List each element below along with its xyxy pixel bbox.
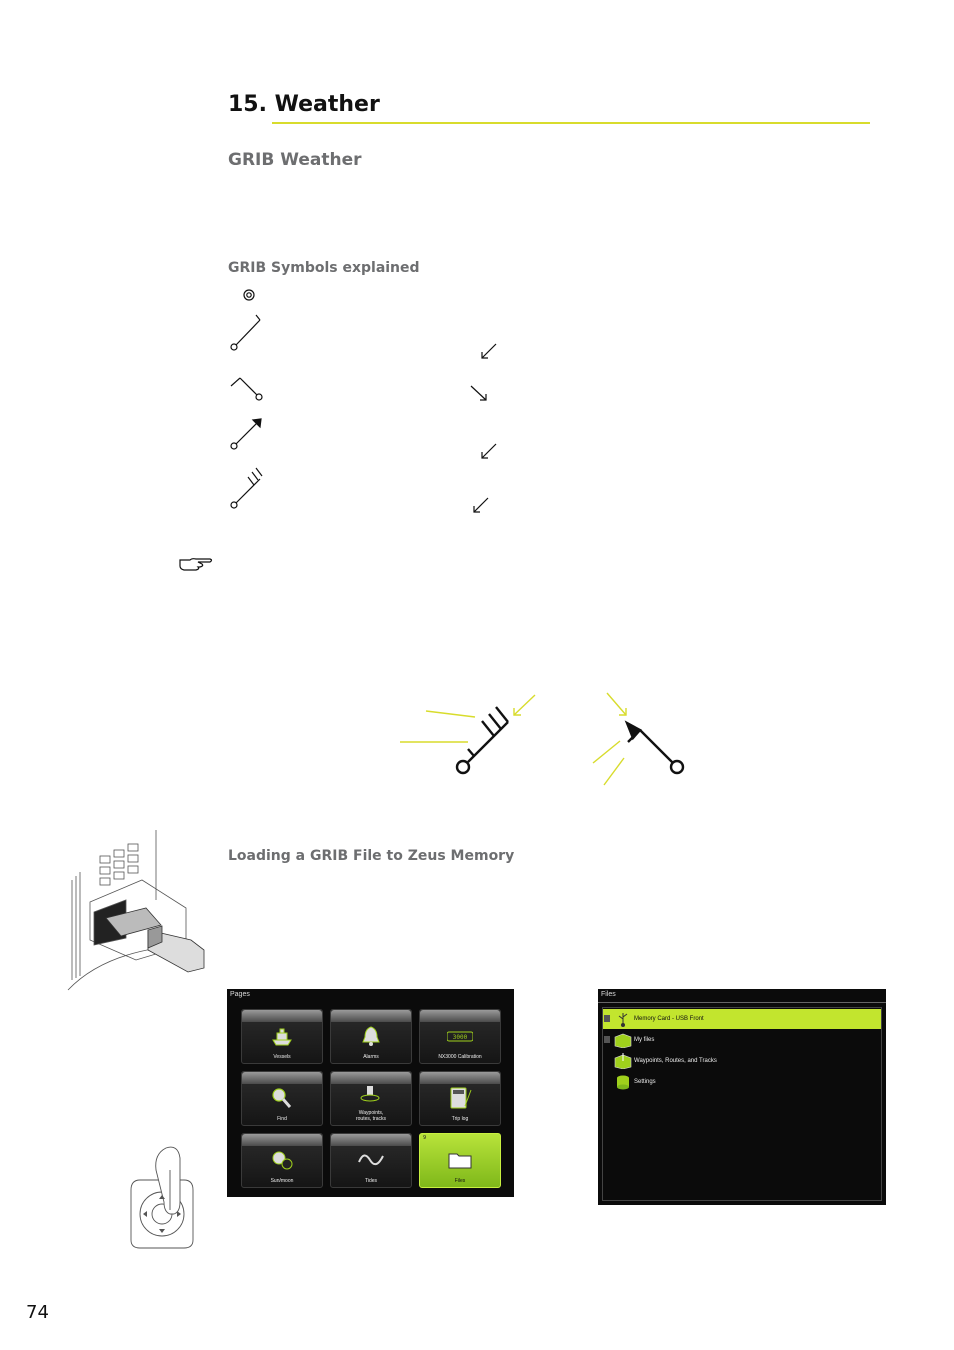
arrow-se-icon (471, 386, 486, 400)
hand-pressing-keypad-illustration (126, 1140, 198, 1252)
tile-files[interactable]: 9 Files (419, 1133, 501, 1188)
box-icon (614, 1032, 632, 1048)
wind-symbol-50kt-icon (231, 419, 261, 449)
magnifier-icon (269, 1086, 295, 1110)
ship-icon (269, 1024, 295, 1048)
note-pointing-hand-icon (178, 556, 214, 574)
pages-screen (227, 989, 514, 1197)
pages-screen-title: Pages (230, 991, 250, 998)
files-item-memory-card[interactable]: Memory Card - USB Front (602, 1009, 882, 1029)
tile-sun-moon[interactable]: Sun/moon (241, 1133, 323, 1188)
grib-symbols-figure (220, 280, 520, 530)
box-flag-icon (614, 1053, 632, 1069)
svg-text:3000: 3000 (452, 1034, 468, 1041)
tile-alarms[interactable]: Alarms (330, 1009, 412, 1064)
calibration-icon (447, 1024, 473, 1048)
tile-tides[interactable]: Tides (330, 1133, 412, 1188)
usb-port-device-illustration (66, 830, 211, 995)
tile-trip-log[interactable]: Trip log (419, 1071, 501, 1126)
files-item-settings[interactable]: Settings (602, 1072, 882, 1092)
files-screen-title: Files (601, 991, 616, 998)
tile-waypoints-routes-tracks[interactable]: Waypoints, routes, tracks (330, 1071, 412, 1126)
disk-icon (614, 1074, 632, 1090)
tile-files-badge: 9 (423, 1135, 427, 1141)
tile-nx3000-calibration[interactable]: 3000 NX3000 Calibration (419, 1009, 501, 1064)
chapter-title: 15. Weather (228, 92, 380, 117)
tile-vessels[interactable]: Vessels (241, 1009, 323, 1064)
arrow-sw-1-icon (482, 344, 496, 358)
subsection-loading-title: Loading a GRIB File to Zeus Memory (228, 848, 515, 864)
section-title: GRIB Weather (228, 150, 362, 170)
wind-symbol-30kt-icon (231, 468, 262, 508)
sun-moon-icon (269, 1148, 295, 1172)
wave-icon (358, 1148, 384, 1172)
folder-icon (447, 1148, 473, 1172)
calm-symbol-icon (244, 290, 254, 300)
files-screen (598, 989, 886, 1205)
files-item-waypoints-routes-tracks[interactable]: Waypoints, Routes, and Tracks (602, 1051, 882, 1071)
waypoint-icon (358, 1084, 384, 1108)
usb-icon (614, 1011, 632, 1027)
page-number: 74 (26, 1302, 49, 1323)
bell-icon (358, 1024, 384, 1048)
tile-find[interactable]: Find (241, 1071, 323, 1126)
wind-symbol-5kt-icon (231, 315, 260, 350)
arrow-sw-3-icon (474, 498, 488, 512)
wind-barb-annotated-figure (390, 685, 700, 795)
wind-symbol-10kt-icon (231, 378, 262, 400)
files-item-my-files[interactable]: My files (602, 1030, 882, 1050)
chapter-title-rule (272, 122, 870, 124)
subsection-symbols-title: GRIB Symbols explained (228, 260, 420, 276)
arrow-sw-2-icon (482, 444, 496, 458)
calculator-icon (447, 1086, 473, 1110)
